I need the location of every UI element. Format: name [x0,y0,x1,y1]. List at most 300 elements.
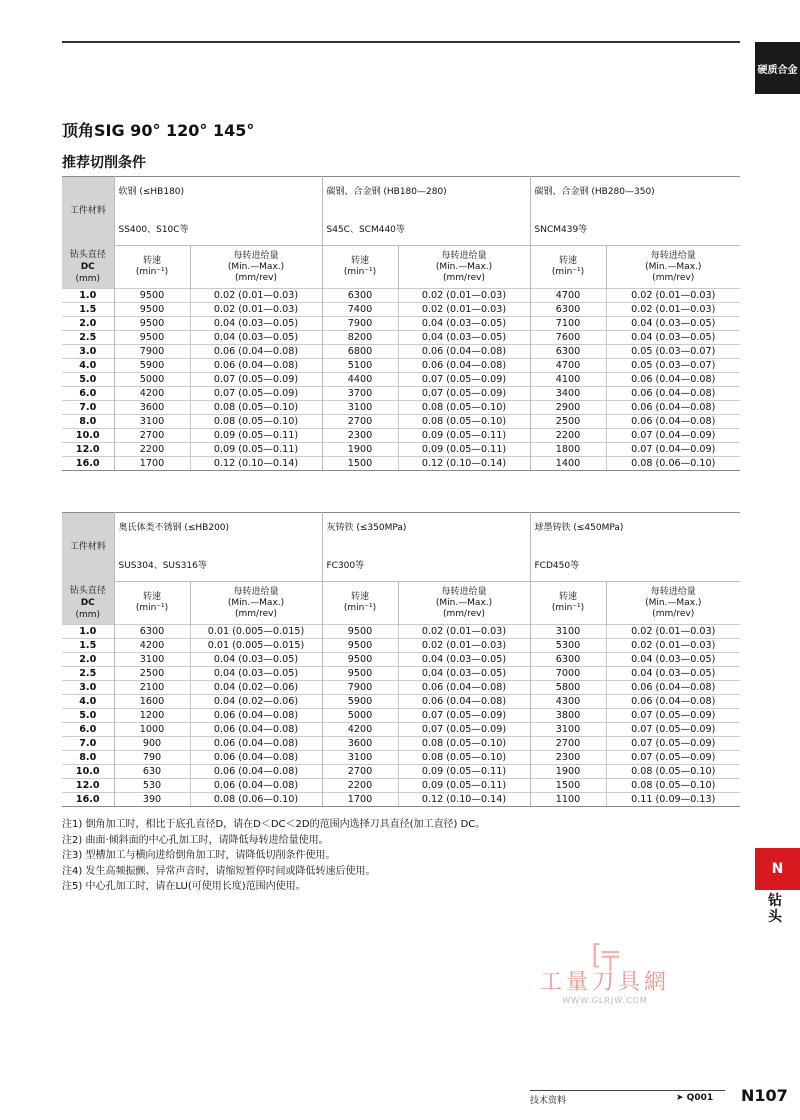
table-row [62,373,740,387]
watermark-logo-icon: [╤ [591,938,619,971]
feed-cell: 0.04 (0.03—0.05) [398,317,530,331]
feed-cell: 0.07 (0.05—0.09) [398,373,530,387]
speed-cell: 9500 [114,317,190,331]
drill-diameter-cell: 1.0 [62,625,114,639]
speed-cell: 390 [114,793,190,807]
feed-cell: 0.08 (0.05—0.10) [190,401,322,415]
speed-cell: 7000 [530,667,606,681]
table-row [62,681,740,695]
feed-header-line: (Min.—Max.) [435,597,493,608]
speed-cell: 2700 [322,765,398,779]
speed-cell: 4200 [322,723,398,737]
speed-cell: 9500 [114,289,190,303]
feed-header-line: 每转进给量 [441,250,487,261]
feed-cell: 0.04 (0.03—0.05) [398,667,530,681]
drill-diameter-header-line: (mm) [75,273,101,284]
feed-cell: 0.02 (0.01—0.03) [606,289,740,303]
speed-cell: 1900 [530,765,606,779]
feed-header-line: (mm/rev) [652,608,695,619]
feed-cell: 0.04 (0.03—0.05) [190,317,322,331]
page-number: N107 [741,1086,788,1105]
table-row [62,387,740,401]
speed-header-line: 转速 [350,256,369,266]
feed-cell: 0.08 (0.05—0.10) [398,415,530,429]
feed-cell: 0.12 (0.10—0.14) [398,457,530,471]
speed-header [114,246,190,289]
feed-header [190,582,322,625]
speed-cell: 3600 [322,737,398,751]
feed-cell: 0.08 (0.05—0.10) [398,751,530,765]
speed-cell: 4200 [114,387,190,401]
feed-cell: 0.05 (0.03—0.07) [606,345,740,359]
speed-cell: 7900 [322,681,398,695]
feed-cell: 0.12 (0.10—0.14) [398,793,530,807]
side-tab-carbide: 硬质合金 [755,42,800,94]
feed-cell: 0.08 (0.06—0.10) [606,457,740,471]
drill-diameter-cell: 10.0 [62,429,114,443]
notes [62,817,485,895]
speed-cell: 1100 [530,793,606,807]
note-4: 注4) 发生高频振颤、异常声音时，请缩短暂停时间或降低转速后使用。 [62,865,376,877]
feed-cell: 0.06 (0.04—0.08) [190,709,322,723]
feed-cell: 0.02 (0.01—0.03) [606,303,740,317]
speed-cell: 3100 [114,653,190,667]
feed-cell: 0.07 (0.04—0.09) [606,443,740,457]
speed-cell: 4400 [322,373,398,387]
material-header [114,177,322,246]
speed-cell: 5000 [114,373,190,387]
speed-cell: 4700 [530,289,606,303]
speed-cell: 7100 [530,317,606,331]
feed-cell: 0.09 (0.05—0.11) [190,429,322,443]
feed-header [606,582,740,625]
drill-diameter-cell: 5.0 [62,373,114,387]
table-row [62,303,740,317]
speed-cell: 5300 [530,639,606,653]
speed-header-line: (min⁻¹) [135,267,169,277]
drill-diameter-cell: 12.0 [62,779,114,793]
feed-cell: 0.04 (0.02—0.06) [190,695,322,709]
table-row [62,751,740,765]
workpiece-material-label: 工件材料 [62,513,114,582]
speed-header-line: (min⁻¹) [551,603,585,613]
drill-diameter-cell: 10.0 [62,765,114,779]
feed-cell: 0.07 (0.05—0.09) [606,737,740,751]
table-row [62,667,740,681]
watermark-text: 工量刀具網 [540,970,671,995]
feed-cell: 0.02 (0.01—0.03) [398,289,530,303]
feed-cell: 0.06 (0.04—0.08) [606,695,740,709]
speed-cell: 1700 [114,457,190,471]
drill-diameter-cell: 16.0 [62,457,114,471]
speed-cell: 2700 [322,415,398,429]
drill-diameter-header-line: 钻头直径 [69,249,106,260]
drill-diameter-cell: 2.5 [62,331,114,345]
feed-cell: 0.09 (0.05—0.11) [398,429,530,443]
speed-cell: 5800 [530,681,606,695]
feed-cell: 0.09 (0.05—0.11) [398,443,530,457]
speed-cell: 3800 [530,709,606,723]
material-header [530,513,740,582]
feed-cell: 0.09 (0.05—0.11) [190,443,322,457]
material-grade: FCD450等 [534,561,580,571]
speed-cell: 5000 [322,709,398,723]
speed-cell: 2200 [530,429,606,443]
material-name: 软钢 (≤HB180) [118,187,185,197]
feed-cell: 0.07 (0.05—0.09) [190,387,322,401]
speed-cell: 4200 [114,639,190,653]
speed-cell: 2700 [530,737,606,751]
speed-header [530,582,606,625]
table-row [62,317,740,331]
feed-cell: 0.01 (0.005—0.015) [190,625,322,639]
table-row [62,345,740,359]
table-row [62,779,740,793]
side-tab-drill-label: 钻头 [768,893,782,925]
watermark [540,940,670,1005]
drill-diameter-cell: 7.0 [62,737,114,751]
feed-cell: 0.06 (0.04—0.08) [606,401,740,415]
table-row [62,709,740,723]
note-3: 注3) 型槽加工与横向进给倒角加工时，请降低切削条件使用。 [62,850,336,861]
drill-diameter-cell: 3.0 [62,681,114,695]
speed-cell: 1600 [114,695,190,709]
table-row [62,653,740,667]
feed-cell: 0.07 (0.05—0.09) [190,373,322,387]
feed-cell: 0.08 (0.05—0.10) [190,415,322,429]
feed-header [190,246,322,289]
speed-header-line: 转速 [558,592,577,602]
feed-cell: 0.06 (0.04—0.08) [398,345,530,359]
speed-cell: 1200 [114,709,190,723]
speed-cell: 2200 [114,443,190,457]
drill-diameter-cell: 8.0 [62,415,114,429]
drill-diameter-cell: 4.0 [62,695,114,709]
material-name: 奥氏体类不锈钢 (≤HB200) [118,523,230,533]
speed-cell: 6800 [322,345,398,359]
feed-cell: 0.06 (0.04—0.08) [606,373,740,387]
drill-diameter-cell: 2.5 [62,667,114,681]
feed-cell: 0.05 (0.03—0.07) [606,359,740,373]
feed-header-line: (Min.—Max.) [645,597,702,608]
speed-header-line: (min⁻¹) [551,267,585,277]
speed-cell: 1500 [322,457,398,471]
drill-diameter-header-line: 钻头直径 [69,585,106,596]
section-title: 推荐切削条件 [62,155,146,171]
speed-cell: 530 [114,779,190,793]
speed-header-line: (min⁻¹) [135,603,169,613]
feed-cell: 0.07 (0.05—0.09) [398,387,530,401]
feed-cell: 0.02 (0.01—0.03) [190,303,322,317]
table-row [62,639,740,653]
feed-cell: 0.11 (0.09—0.13) [606,793,740,807]
table-row [62,737,740,751]
note-2: 注2) 曲面·倾斜面的中心孔加工时，请降低每转进给量使用。 [62,834,329,846]
speed-cell: 7600 [530,331,606,345]
speed-cell: 6300 [530,653,606,667]
speed-cell: 5100 [322,359,398,373]
speed-cell: 3100 [530,625,606,639]
drill-diameter-header [62,582,114,625]
speed-cell: 2700 [114,429,190,443]
speed-cell: 2900 [530,401,606,415]
feed-header [398,582,530,625]
feed-cell: 0.02 (0.01—0.03) [398,303,530,317]
drill-diameter-header-line: DC [80,597,95,608]
speed-header-line: 转速 [142,256,161,266]
feed-cell: 0.04 (0.03—0.05) [190,653,322,667]
table-row [62,443,740,457]
drill-diameter-cell: 2.0 [62,317,114,331]
feed-cell: 0.04 (0.03—0.05) [606,331,740,345]
table-row [62,359,740,373]
speed-cell: 5900 [114,359,190,373]
feed-cell: 0.06 (0.04—0.08) [398,359,530,373]
feed-cell: 0.08 (0.05—0.10) [606,779,740,793]
speed-cell: 5900 [322,695,398,709]
material-header [530,177,740,246]
speed-cell: 1700 [322,793,398,807]
speed-cell: 900 [114,737,190,751]
speed-cell: 7900 [322,317,398,331]
feed-cell: 0.04 (0.03—0.05) [606,653,740,667]
top-rule [62,41,740,43]
speed-cell: 7900 [114,345,190,359]
drill-diameter-cell: 1.5 [62,303,114,317]
feed-header-line: (Min.—Max.) [435,261,493,272]
page-title: 顶角SIG 90° 120° 145° [62,121,255,140]
feed-cell: 0.04 (0.02—0.06) [190,681,322,695]
table-row [62,415,740,429]
feed-cell: 0.06 (0.04—0.08) [190,765,322,779]
feed-header-line: (mm/rev) [652,272,695,283]
speed-cell: 1500 [530,779,606,793]
drill-diameter-cell: 2.0 [62,653,114,667]
feed-header [398,246,530,289]
feed-cell: 0.06 (0.04—0.08) [398,681,530,695]
speed-cell: 2300 [322,429,398,443]
material-header [322,177,530,246]
speed-header [322,582,398,625]
drill-diameter-cell: 6.0 [62,723,114,737]
speed-cell: 7400 [322,303,398,317]
table-row [62,793,740,807]
speed-header-line: 转速 [558,256,577,266]
feed-cell: 0.04 (0.03—0.05) [190,331,322,345]
speed-cell: 1000 [114,723,190,737]
table-row [62,401,740,415]
feed-cell: 0.09 (0.05—0.11) [398,779,530,793]
feed-header-line: (mm/rev) [443,608,485,619]
feed-cell: 0.02 (0.01—0.03) [398,625,530,639]
speed-cell: 9500 [322,625,398,639]
side-tab-n: N [755,848,800,890]
speed-cell: 4300 [530,695,606,709]
speed-header-line: 转速 [350,592,369,602]
table-row [62,723,740,737]
speed-cell: 2300 [530,751,606,765]
feed-cell: 0.06 (0.04—0.08) [190,779,322,793]
speed-cell: 9500 [322,653,398,667]
speed-header-line: (min⁻¹) [343,267,377,277]
feed-cell: 0.02 (0.01—0.03) [398,639,530,653]
speed-cell: 6300 [530,345,606,359]
speed-cell: 9500 [322,639,398,653]
speed-cell: 3400 [530,387,606,401]
feed-header-line: 每转进给量 [233,250,279,261]
speed-cell: 630 [114,765,190,779]
speed-cell: 6300 [114,625,190,639]
speed-cell: 6300 [322,289,398,303]
cutting-conditions-table-2 [62,512,740,807]
drill-diameter-cell: 1.0 [62,289,114,303]
feed-header-line: (Min.—Max.) [645,261,702,272]
material-name: 碳钢、合金钢 (HB280—350) [534,187,655,197]
speed-cell: 4100 [530,373,606,387]
drill-diameter-cell: 3.0 [62,345,114,359]
feed-header-line: (Min.—Max.) [227,261,285,272]
material-name: 球墨铸铁 (≤450MPa) [534,523,624,533]
material-grade: FC300等 [326,561,365,571]
feed-header-line: (mm/rev) [235,608,277,619]
feed-header [606,246,740,289]
speed-header-line: 转速 [142,592,161,602]
drill-diameter-cell: 5.0 [62,709,114,723]
feed-cell: 0.02 (0.01—0.03) [606,625,740,639]
speed-cell: 1900 [322,443,398,457]
feed-cell: 0.06 (0.04—0.08) [190,737,322,751]
watermark-url: WWW.GLRJW.COM [562,996,648,1005]
drill-diameter-header-line: DC [80,261,95,272]
feed-header-line: 每转进给量 [650,250,696,261]
table-row [62,457,740,471]
drill-diameter-cell: 4.0 [62,359,114,373]
feed-cell: 0.07 (0.04—0.09) [606,429,740,443]
feed-cell: 0.07 (0.05—0.09) [606,709,740,723]
feed-header-line: 每转进给量 [650,586,696,597]
speed-cell: 4700 [530,359,606,373]
footer-reference-link[interactable]: ➤ Q001 [676,1093,714,1103]
drill-diameter-cell: 6.0 [62,387,114,401]
feed-cell: 0.08 (0.05—0.10) [398,401,530,415]
feed-cell: 0.04 (0.03—0.05) [398,653,530,667]
feed-cell: 0.07 (0.05—0.09) [606,751,740,765]
footer-label: 技术资料 [530,1096,567,1106]
material-grade: S45C、SCM440等 [326,225,405,235]
feed-cell: 0.06 (0.04—0.08) [606,415,740,429]
drill-diameter-cell: 7.0 [62,401,114,415]
table-row [62,765,740,779]
drill-diameter-header [62,246,114,289]
feed-cell: 0.08 (0.05—0.10) [606,765,740,779]
feed-cell: 0.08 (0.06—0.10) [190,793,322,807]
speed-cell: 9500 [114,331,190,345]
material-name: 碳钢、合金钢 (HB180—280) [326,187,447,197]
note-1: 注1) 倒角加工时，相比于底孔直径D，请在D＜DC＜2D的范围内选择刀具直径(加工直径) DC。 [62,819,486,830]
speed-cell: 8200 [322,331,398,345]
table-row [62,429,740,443]
drill-diameter-header-line: (mm) [75,609,101,620]
speed-header [322,246,398,289]
feed-cell: 0.06 (0.04—0.08) [190,751,322,765]
feed-cell: 0.07 (0.05—0.09) [398,723,530,737]
feed-cell: 0.08 (0.05—0.10) [398,737,530,751]
speed-cell: 1400 [530,457,606,471]
table-row [62,289,740,303]
material-grade: SNCM439等 [534,225,588,235]
feed-cell: 0.07 (0.05—0.09) [398,709,530,723]
speed-cell: 3700 [322,387,398,401]
material-header [114,513,322,582]
speed-cell: 790 [114,751,190,765]
feed-cell: 0.06 (0.04—0.08) [190,345,322,359]
drill-diameter-cell: 1.5 [62,639,114,653]
feed-cell: 0.02 (0.01—0.03) [190,289,322,303]
material-name: 灰铸铁 (≤350MPa) [326,523,407,533]
speed-cell: 3600 [114,401,190,415]
feed-header-line: (mm/rev) [443,272,485,283]
material-grade: SS400、S10C等 [118,225,189,235]
cutting-conditions-table-1 [62,176,740,471]
speed-header [114,582,190,625]
speed-cell: 2100 [114,681,190,695]
feed-cell: 0.02 (0.01—0.03) [606,639,740,653]
feed-cell: 0.06 (0.04—0.08) [398,695,530,709]
feed-header-line: (mm/rev) [235,272,277,283]
speed-cell: 9500 [322,667,398,681]
note-5: 注5) 中心孔加工时，请在LU(可使用长度)范围内使用。 [62,881,306,892]
footer-rule [530,1090,725,1091]
feed-cell: 0.04 (0.03—0.05) [398,331,530,345]
speed-cell: 3100 [322,401,398,415]
table-row [62,625,740,639]
feed-cell: 0.06 (0.04—0.08) [606,681,740,695]
material-grade: SUS304、SUS316等 [118,561,207,571]
feed-cell: 0.04 (0.03—0.05) [190,667,322,681]
feed-header-line: (Min.—Max.) [227,597,285,608]
feed-cell: 0.01 (0.005—0.015) [190,639,322,653]
speed-cell: 3100 [114,415,190,429]
feed-cell: 0.06 (0.04—0.08) [190,359,322,373]
feed-cell: 0.06 (0.04—0.08) [606,387,740,401]
feed-header-line: 每转进给量 [441,586,487,597]
feed-cell: 0.07 (0.05—0.09) [606,723,740,737]
material-header [322,513,530,582]
speed-cell: 2500 [530,415,606,429]
speed-cell: 1800 [530,443,606,457]
feed-cell: 0.04 (0.03—0.05) [606,667,740,681]
feed-cell: 0.09 (0.05—0.11) [398,765,530,779]
speed-cell: 3100 [322,751,398,765]
speed-cell: 6300 [530,303,606,317]
speed-cell: 9500 [114,303,190,317]
feed-cell: 0.04 (0.03—0.05) [606,317,740,331]
speed-cell: 3100 [530,723,606,737]
feed-cell: 0.06 (0.04—0.08) [190,723,322,737]
speed-header-line: (min⁻¹) [343,603,377,613]
workpiece-material-label: 工件材料 [62,177,114,246]
table-row [62,331,740,345]
drill-diameter-cell: 12.0 [62,443,114,457]
drill-diameter-cell: 16.0 [62,793,114,807]
feed-header-line: 每转进给量 [233,586,279,597]
speed-header [530,246,606,289]
speed-cell: 2200 [322,779,398,793]
speed-cell: 2500 [114,667,190,681]
feed-cell: 0.12 (0.10—0.14) [190,457,322,471]
drill-diameter-cell: 8.0 [62,751,114,765]
table-row [62,695,740,709]
